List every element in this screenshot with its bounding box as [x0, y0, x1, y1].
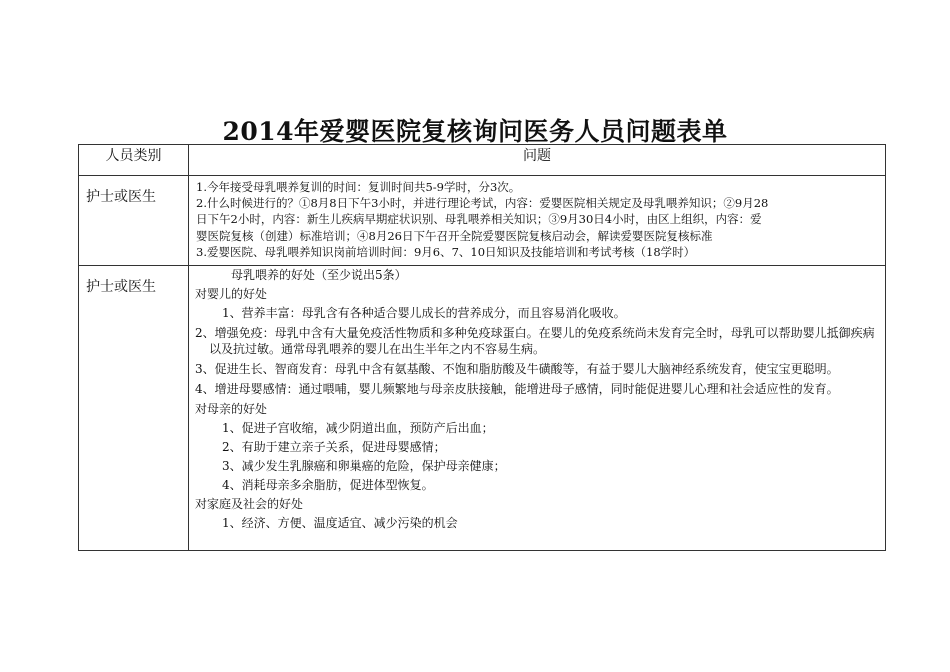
benefit-item: 4、增进母婴感情：通过喂哺，婴儿频繁地与母亲皮肤接触，能增进母子感情，同时能促进婴儿心理和社会适应性的发育。 — [195, 382, 839, 396]
training-line: 1.今年接受母乳喂养复训的时间：复训时间共5-9学时，分3次。 — [196, 180, 521, 194]
training-line: 婴医院复核（创建）标准培训；④8月26日下午召开全院爱婴医院复核启动会，解读爱婴医院复核标准 — [196, 228, 713, 243]
benefit-item: 3、减少发生乳腺癌和卵巢癌的危险，保护母亲健康； — [222, 459, 506, 473]
benefit-item: 1、营养丰富：母乳含有各种适合婴儿成长的营养成分，而且容易消化吸收。 — [222, 306, 626, 320]
mother-heading: 对母亲的好处 — [195, 402, 268, 416]
family-heading: 对家庭及社会的好处 — [195, 497, 304, 511]
row-question-cell — [189, 266, 886, 551]
training-line: 3.爱婴医院、母乳喂养知识岗前培训时间：9月6、7、10日知识及技能培训和考试考核（18学时） — [196, 244, 696, 259]
page-title: 2014年爱婴医院复核询问医务人员问题表单 — [222, 117, 728, 146]
benefit-item: 2、增强免疫：母乳中含有大量免疫活性物质和多种免疫球蛋白。在婴儿的免疫系统尚未发育完全时，母乳可以帮助婴儿抵御疾病以及抗过敏。通常母乳喂养的婴儿在出生半年之内不容易生病。 — [195, 326, 875, 356]
benefit-item: 2、有助于建立亲子关系，促进母婴感情； — [222, 440, 446, 454]
table-row — [79, 176, 886, 266]
benefit-item: 1、经济、方便、温度适宜、减少污染的机会 — [222, 516, 458, 530]
benefit-item: 4、消耗母亲多余脂肪，促进体型恢复。 — [222, 478, 434, 492]
row-category: 护士或医生 — [79, 266, 189, 551]
benefit-item: 1、促进子宫收缩，减少阴道出血，预防产后出血； — [222, 421, 494, 435]
question-subtitle: 母乳喂养的好处（至少说出5条） — [231, 268, 407, 282]
training-line: 日下午2小时，内容：新生儿疾病早期症状识别、母乳喂养相关知识；③9月30日4小时，由区上组织，内容：爱 — [196, 212, 762, 227]
table-row — [79, 266, 886, 551]
row-category: 护士或医生 — [79, 176, 189, 266]
header-question: 问题 — [189, 145, 886, 176]
header-category: 人员类别 — [79, 145, 189, 176]
question-table — [78, 144, 886, 551]
benefit-item: 3、促进生长、智商发育：母乳中含有氨基酸、不饱和脂肪酸及牛磺酸等，有益于婴儿大脑神经系统发育，使宝宝更聪明。 — [195, 362, 839, 376]
table-header-row — [79, 145, 886, 176]
infant-heading: 对婴儿的好处 — [195, 287, 268, 301]
training-line: 2.什么时候进行的？①8月8日下午3小时，并进行理论考试，内容：爱婴医院相关规定及母乳喂养知识；②9月28 — [196, 196, 769, 211]
row-question-cell — [189, 176, 886, 266]
